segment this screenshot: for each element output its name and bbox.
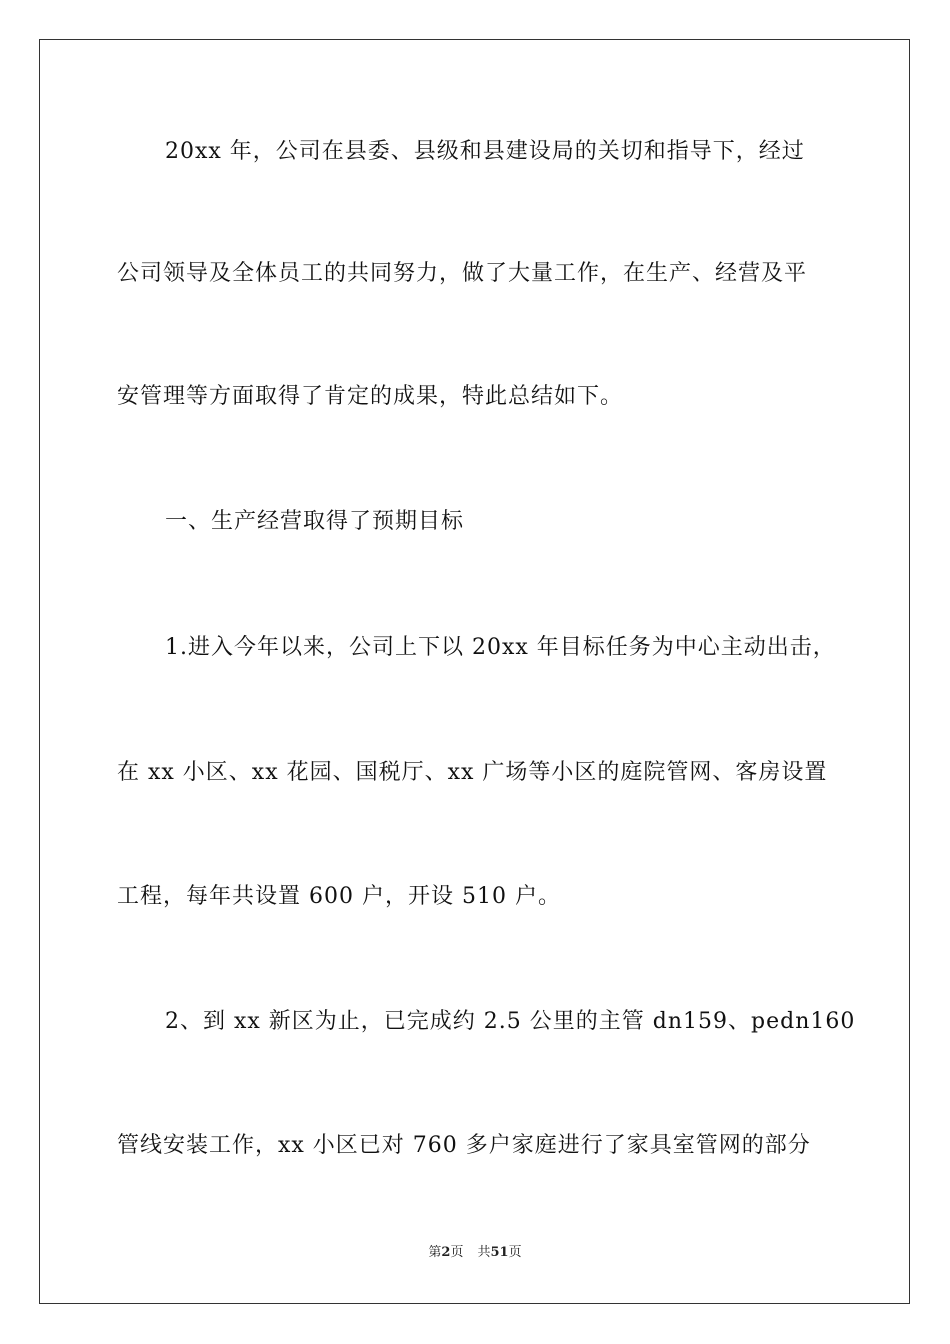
- page-number: 2: [441, 1245, 451, 1260]
- paragraph-line: 公司领导及全体员工的共同努力，做了大量工作，在生产、经营及平: [117, 261, 808, 286]
- total-suffix: 页: [508, 1245, 522, 1260]
- paragraph-line: 工程，每年共设置 600 户，开设 510 户。: [117, 884, 561, 909]
- page-border: [39, 39, 910, 1304]
- paragraph-line: 20xx 年，公司在县委、县级和县建设局的关切和指导下，经过: [165, 139, 805, 164]
- page-footer: [0, 1244, 950, 1262]
- paragraph-line: 安管理等方面取得了肯定的成果，特此总结如下。: [117, 384, 624, 409]
- total-pages: 51: [490, 1245, 509, 1260]
- page-prefix: 第: [428, 1245, 442, 1260]
- paragraph-line: 2、到 xx 新区为止，已完成约 2.5 公里的主管 dn159、pedn160: [165, 1009, 856, 1034]
- section-heading: 一、生产经营取得了预期目标: [165, 509, 465, 534]
- paragraph-line: 在 xx 小区、xx 花园、国税厅、xx 广场等小区的庭院管网、客房设置: [117, 760, 828, 785]
- total-prefix: 共: [477, 1245, 491, 1260]
- page-suffix: 页: [450, 1245, 464, 1260]
- paragraph-line: 1.进入今年以来，公司上下以 20xx 年目标任务为中心主动出击，: [165, 635, 836, 660]
- paragraph-line: 管线安装工作，xx 小区已对 760 多户家庭进行了家具室管网的部分: [117, 1133, 811, 1158]
